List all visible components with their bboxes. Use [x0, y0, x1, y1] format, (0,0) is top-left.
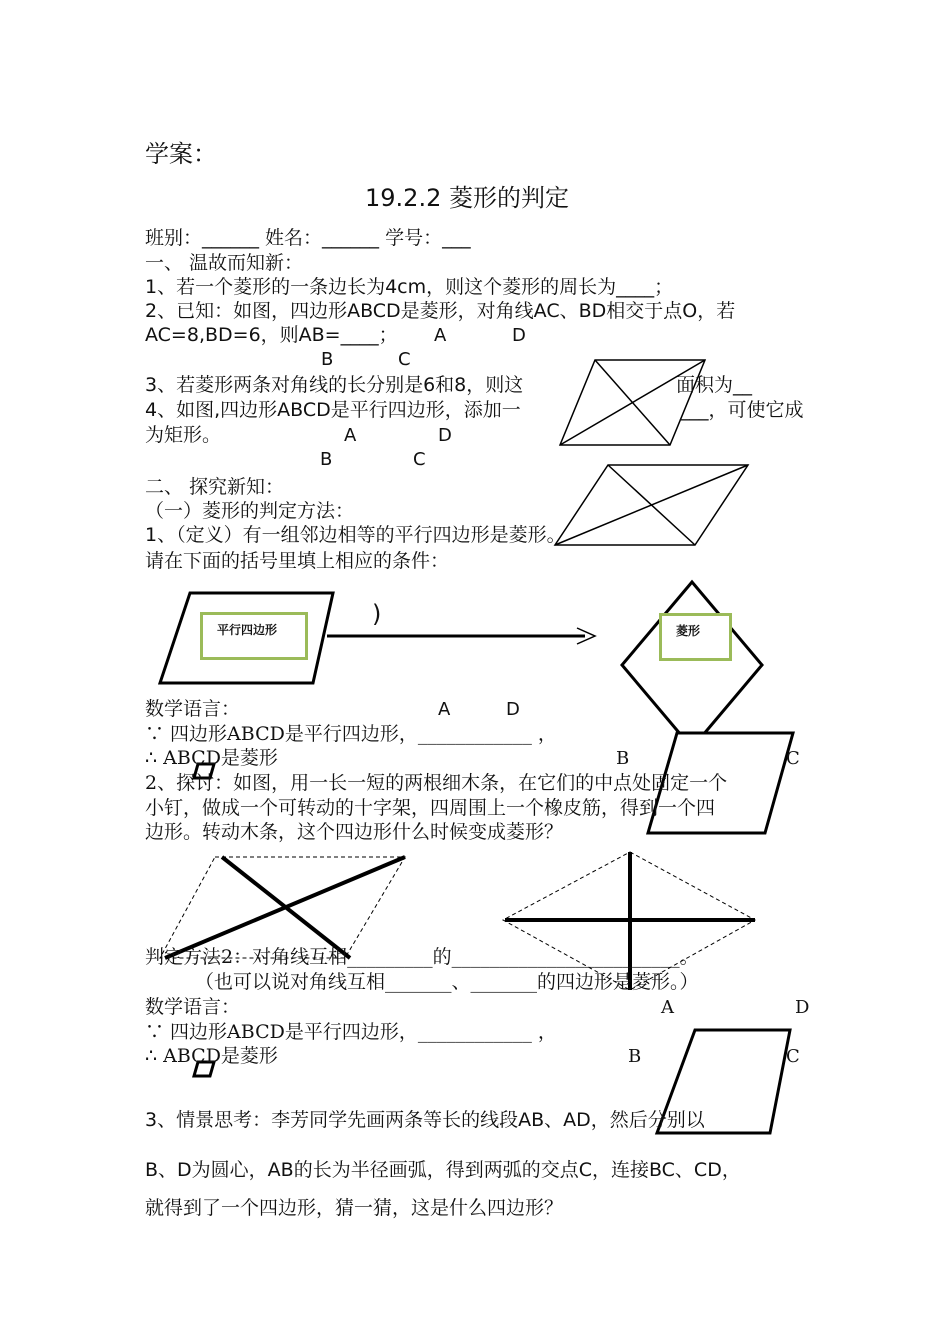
box-rhombus: 菱形 — [659, 613, 732, 661]
scenario-line1: 3、情景思考：李芳同学先画两条等长的线段AB、AD，然后分别以 — [145, 1109, 705, 1131]
label-C-fig4: C — [786, 1046, 800, 1067]
label-B-fig4: B — [628, 1046, 642, 1067]
box-parallelogram: 平行四边形 — [200, 612, 308, 660]
question-1: 1、若一个菱形的一条边长为4cm，则这个菱形的周长为____； — [145, 276, 674, 298]
explore-line2: 小钉，做成一个可转动的十字架，四周围上一个橡皮筋，得到一个四 — [145, 797, 716, 819]
flow-rhombus — [622, 582, 762, 748]
question-3: 3、若菱形两条对角线的长分别是6和8，则这 — [145, 374, 524, 396]
explore-line1: 2、探讨：如图，用一长一短的两根细木条，在它们的中点处固定一个 — [145, 772, 728, 794]
question-4-end: ___，可使它成 — [680, 399, 804, 421]
question-2-line2: AC=8,BD=6，则AB=____； — [145, 324, 398, 346]
question-2-line1: 2、已知：如图，四边形ABCD是菱形，对角线AC、BD相交于点O，若 — [145, 300, 736, 322]
parallelogram-figure-2 — [555, 465, 748, 545]
question-4-line2: 为矩形。 — [145, 424, 222, 446]
therefore-1: ∴ ABCD是菱形 — [145, 747, 278, 769]
student-info: 班别：______ 姓名：______ 学号：___ — [145, 227, 471, 249]
scenario-line2: B、D为圆心，AB的长为半径画弧，得到两弧的交点C，连接BC、CD， — [145, 1159, 741, 1181]
explore-line3: 边形。转动木条，这个四边形什么时候变成菱形？ — [145, 821, 564, 843]
label-B-fig1: B — [321, 349, 334, 370]
judge-note: （也可以说对角线互相_______、_______的四边形是菱形。） — [195, 971, 699, 993]
label-A-fig3: A — [438, 699, 451, 720]
label-D-fig2: D — [438, 425, 452, 446]
label-B-fig3: B — [616, 748, 630, 769]
question-3-end: 面积为__ — [676, 374, 753, 396]
because-1: ∵ 四边形ABCD是平行四边形，____________ ， — [145, 723, 557, 745]
label-C-fig1: C — [398, 349, 411, 370]
section-2-heading: 二、 探究新知： — [145, 476, 285, 498]
cross-frame-figure-1 — [160, 857, 405, 958]
because-2: ∵ 四边形ABCD是平行四边形，____________ ， — [145, 1021, 557, 1043]
subsection-heading: （一）菱形的判定方法： — [145, 500, 355, 522]
doc-label: 学案： — [145, 140, 217, 168]
judge-method-2: 判定方法2：对角线互相_________的________________________。 — [145, 946, 699, 968]
section-1-heading: 一、 温故而知新： — [145, 252, 304, 274]
label-A-fig2: A — [344, 425, 357, 446]
label-C-fig2: C — [413, 449, 426, 470]
label-A-fig1: A — [434, 325, 447, 346]
therefore-2: ∴ ABCD是菱形 — [145, 1045, 278, 1067]
label-D-fig3: D — [506, 699, 520, 720]
blank-paren: ) — [372, 600, 382, 628]
label-B-fig2: B — [320, 449, 333, 470]
math-language-1: 数学语言： — [145, 698, 241, 720]
math-language-2: 数学语言： — [145, 996, 241, 1018]
label-D-fig4: D — [795, 997, 810, 1018]
method-1: 1、（定义）有一组邻边相等的平行四边形是菱形。 — [145, 524, 566, 546]
scenario-line3: 就得到了一个四边形，猜一猜，这是什么四边形？ — [145, 1197, 564, 1219]
label-D-fig1: D — [512, 325, 526, 346]
method-1-instruction: 请在下面的括号里填上相应的条件： — [145, 550, 450, 572]
label-C-fig3: C — [786, 748, 800, 769]
question-4-line1: 4、如图,四边形ABCD是平行四边形，添加一 — [145, 399, 521, 421]
label-A-fig4: A — [661, 997, 674, 1018]
page-title: 19.2.2 菱形的判定 — [365, 184, 569, 212]
